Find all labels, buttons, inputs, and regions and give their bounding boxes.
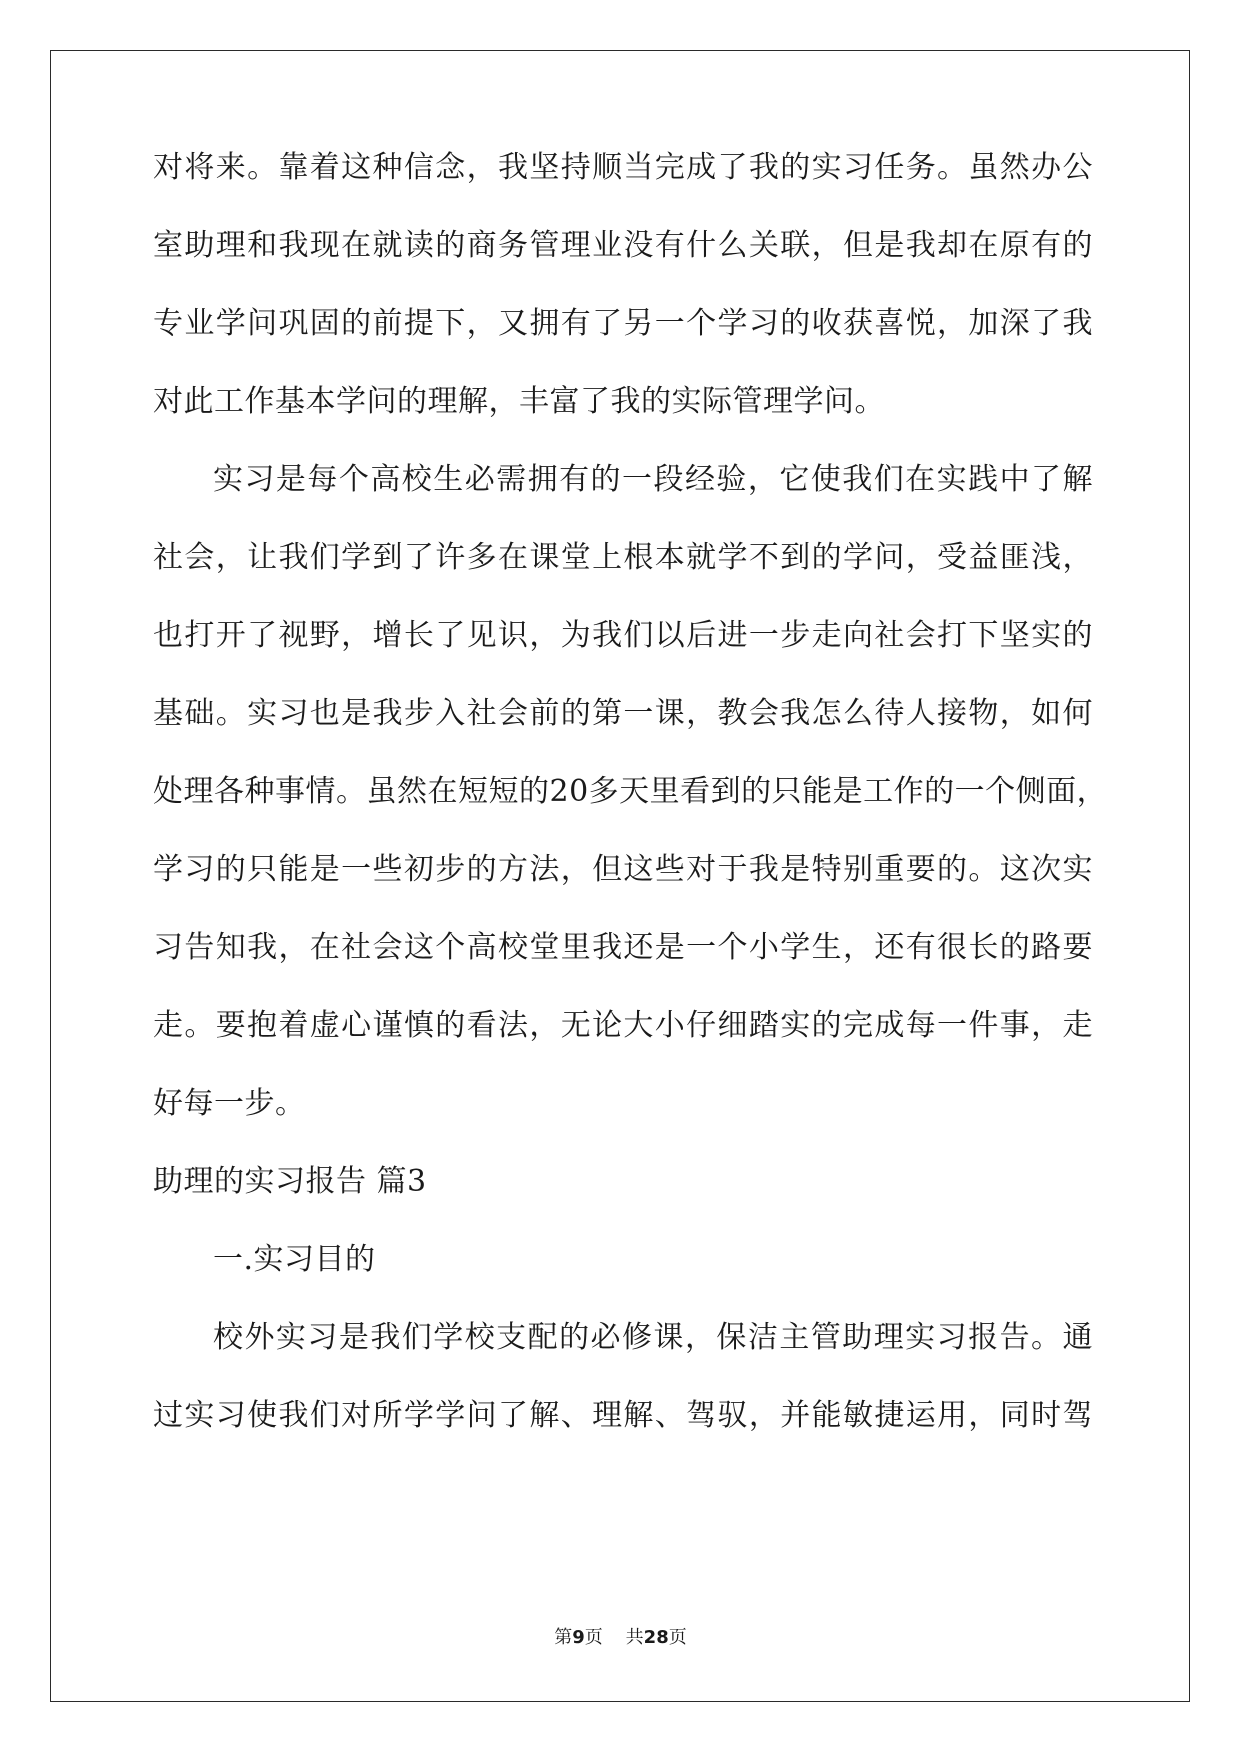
body-line: 室助理和我现在就读的商务管理业没有什么关联，但是我却在原有的 (153, 228, 1093, 263)
body-line: 走。要抱着虚心谨慎的看法，无论大小仔细踏实的完成每一件事，走 (153, 1008, 1093, 1043)
body-line: 校外实习是我们学校支配的必修课，保洁主管助理实习报告。通 (213, 1320, 1093, 1355)
footer-total-prefix: 共 (625, 1627, 644, 1648)
page-footer (0, 1626, 1241, 1650)
body-line: 处理各种事情。虽然在短短的20多天里看到的只能是工作的一个侧面， (153, 774, 1108, 809)
footer-page-unit: 页 (584, 1627, 603, 1648)
body-line: 习告知我，在社会这个高校堂里我还是一个小学生，还有很长的路要 (153, 930, 1093, 965)
body-line: 基础。实习也是我步入社会前的第一课，教会我怎么待人接物，如何 (153, 696, 1093, 731)
footer-prefix: 第 (554, 1627, 573, 1648)
body-line: 对将来。靠着这种信念，我坚持顺当完成了我的实习任务。虽然办公 (153, 150, 1093, 185)
body-line: 专业学问巩固的前提下，又拥有了另一个学习的收获喜悦，加深了我 (153, 306, 1093, 341)
body-line: 学习的只能是一些初步的方法，但这些对于我是特别重要的。这次实 (153, 852, 1093, 887)
body-line: 社会，让我们学到了许多在课堂上根本就学不到的学问，受益匪浅， (153, 540, 1093, 575)
footer-total-unit: 页 (668, 1627, 687, 1648)
section-heading: 助理的实习报告 篇3 (153, 1164, 427, 1199)
body-line: 实习是每个高校生必需拥有的一段经验，它使我们在实践中了解 (213, 462, 1093, 497)
footer-page-number: 9 (572, 1627, 585, 1648)
body-line: 过实习使我们对所学学问了解、理解、驾驭，并能敏捷运用，同时驾 (153, 1398, 1093, 1433)
body-line: 也打开了视野，增长了见识，为我们以后进一步走向社会打下坚实的 (153, 618, 1093, 653)
footer-total-pages: 28 (643, 1627, 669, 1648)
body-line: 好每一步。 (153, 1086, 306, 1121)
subsection-heading: 一.实习目的 (213, 1242, 376, 1277)
body-line: 对此工作基本学问的理解，丰富了我的实际管理学问。 (153, 384, 885, 419)
